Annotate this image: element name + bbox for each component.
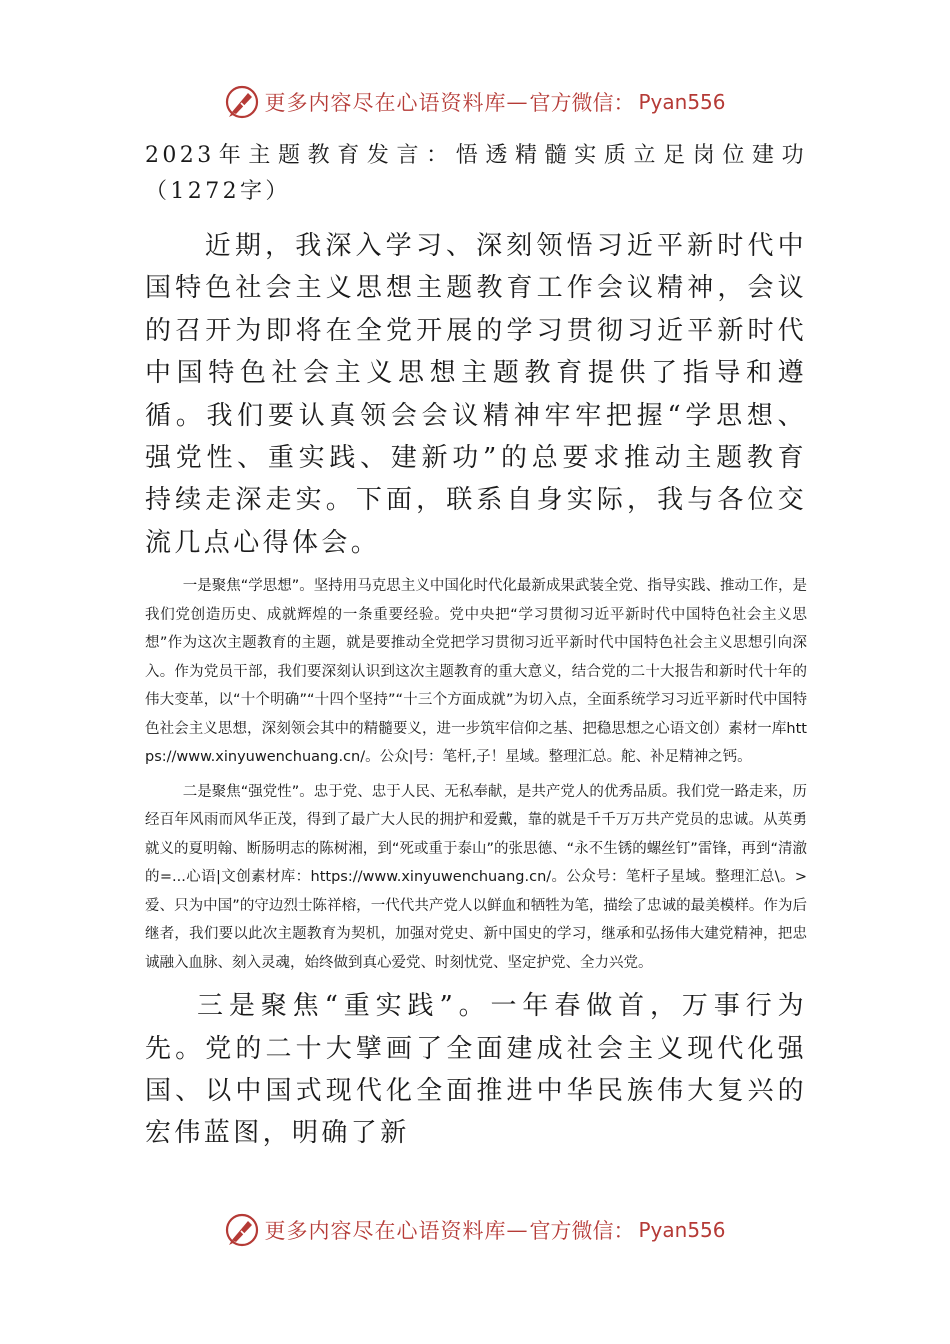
- banner-wechat-id: Pyan556: [638, 1218, 726, 1242]
- header-watermark-banner: [0, 82, 950, 122]
- banner-separator: —: [506, 90, 528, 114]
- point-two-paragraph: 二是聚焦“强党性”。忠于党、忠于人民、无私奉献，是共产党人的优秀品质。我们党一路走来，历经百年风雨而风华正茂，得到了最广大人民的拥护和爱戴，靠的就是千千万万共产党员的忠诚。从英勇就义的夏明翰、断肠明志的陈树湘，到“死或重于泰山”的张思德、“永不生锈的螺丝钉”雷锋，再到“清澈的=...心语|文创素材库：https://www.xinyuwenchuang.cn/。公众号：笔杆子星域。整理汇总\。>爱、只为中国”的守边烈士陈祥榕，一代代共产党人以鲜血和牺牲为笔，描绘了忠诚的最美模样。作为后继者，我们要以此次主题教育为契机，加强对党史、新中国史的学习，继承和弘扬伟大建党精神，把忠诚融入血脉、刻入灵魂，始终做到真心爱党、时刻忧党、坚定护党、全力兴党。: [145, 783, 807, 971]
- point-one-paragraph: 一是聚焦“学思想”。坚持用马克思主义中国化时代化最新成果武装全党、指导实践、推动工作，是我们党创造历史、成就辉煌的一条重要经验。党中央把“学习贯彻习近平新时代中国特色社会主义思想”作为这次主题教育的主题，就是要推动全党把学习贯彻习近平新时代中国特色社会主义思想引向深入。作为党员干部，我们要深刻认识到这次主题教育的重大意义，结合党的二十大报告和新时代十年的伟大变革，以“十个明确”“十四个坚持”“十三个方面成就”为切入点，全面系统学习习近平新时代中国特色社会主义思想，深刻领会其中的精髓要义，进一步筑牢信仰之基、把稳思想之心语文创）素材一库https://www.xinyuwenchuang.cn/。公众|号：笔杆,子！星域。整理汇总。舵、补足精神之钙。: [145, 578, 807, 766]
- document-title: 2023年主题教育发言：悟透精髓实质立足岗位建功（1272字）: [145, 143, 807, 204]
- intro-paragraph: 近期，我深入学习、深刻领悟习近平新时代中国特色社会主义思想主题教育工作会议精神，会议的召开为即将在全党开展的学习贯彻习近平新时代中国特色社会主义思想主题教育提供了指导和遵循。我们要认真领会会议精神牢牢把握“学思想、强党性、重实践、建新功”的总要求推动主题教育持续走深走实。下面，联系自身实际，我与各位交流几点心得体会。: [145, 231, 807, 558]
- banner-main-text: 更多内容尽在心语资料库: [264, 91, 507, 115]
- banner-separator: —: [506, 1218, 528, 1242]
- document-body: [145, 138, 807, 1155]
- banner-wechat-label: 官方微信：: [529, 91, 635, 115]
- point-three-paragraph: 三是聚焦“重实践”。一年春做首，万事行为先。党的二十大擘画了全面建成社会主义现代化强国、以中国式现代化全面推进中华民族伟大复兴的宏伟蓝图，明确了新: [145, 991, 807, 1149]
- pen-nib-logo-icon: [224, 84, 260, 120]
- pen-nib-logo-icon: [224, 1212, 260, 1248]
- banner-wechat-label: 官方微信：: [529, 1219, 635, 1243]
- banner-wechat-id: Pyan556: [638, 90, 726, 114]
- footer-watermark-banner: [0, 1210, 950, 1250]
- banner-main-text: 更多内容尽在心语资料库: [264, 1219, 507, 1243]
